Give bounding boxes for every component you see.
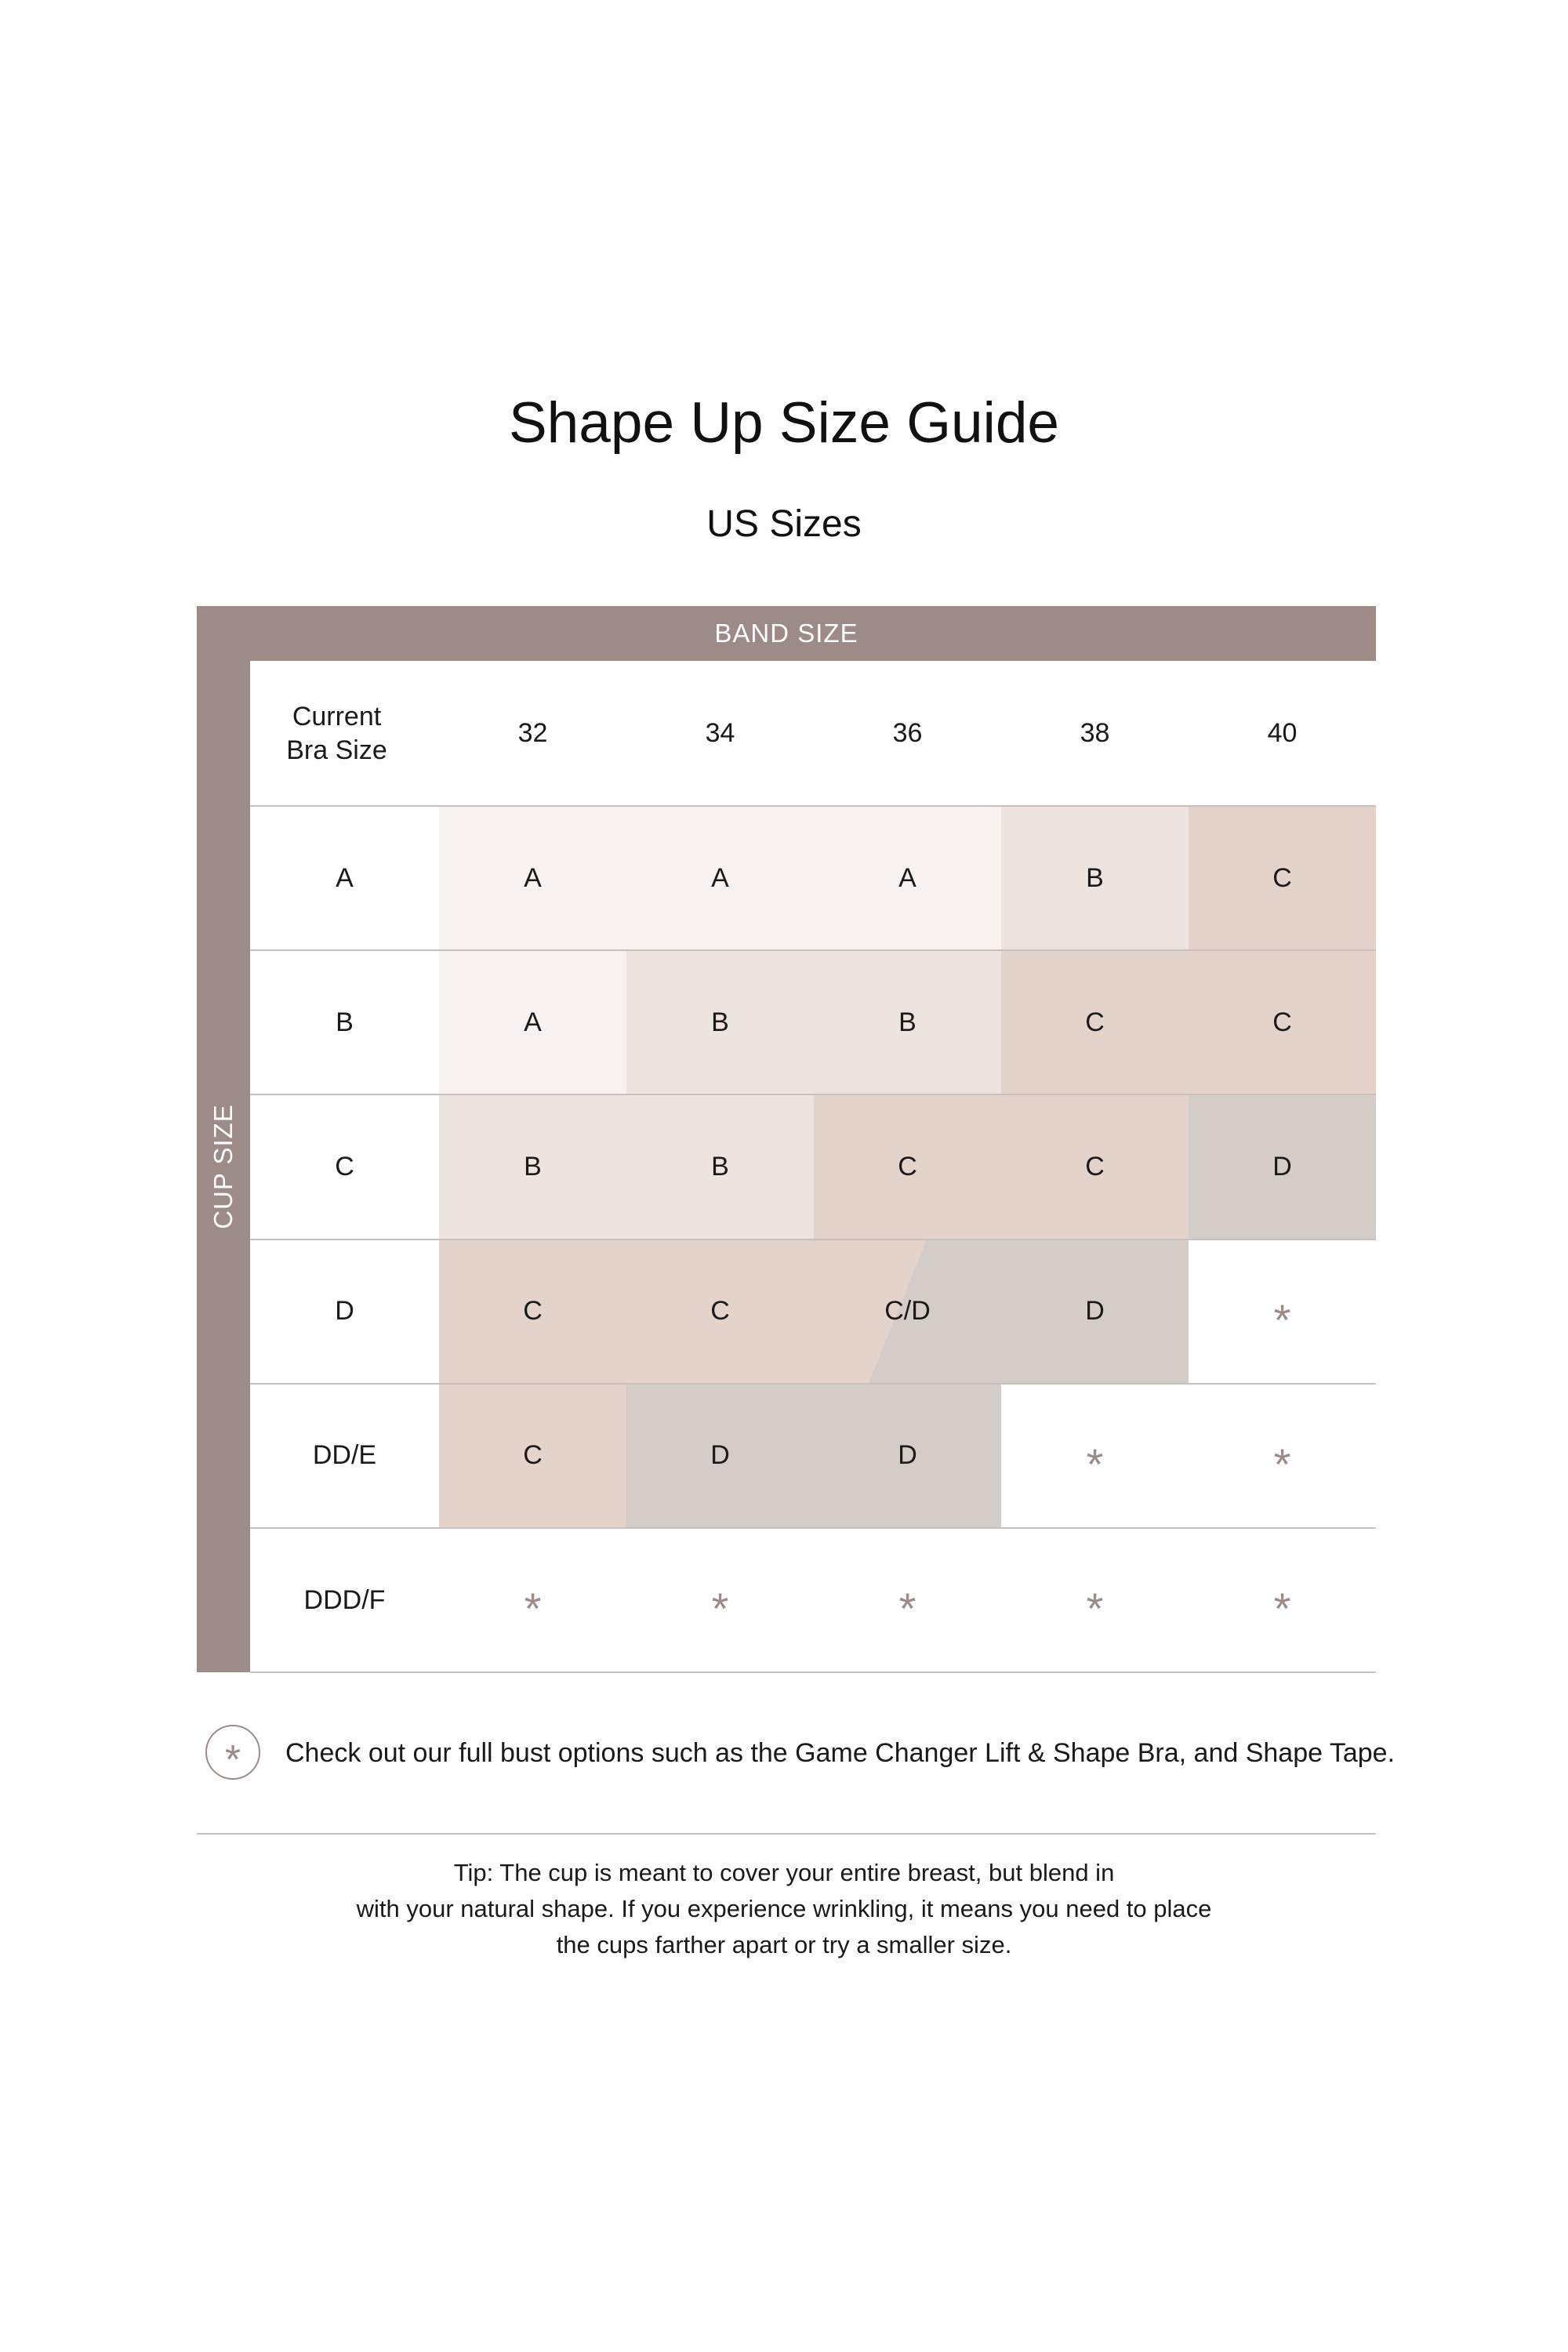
size-cell xyxy=(1189,1528,1376,1672)
size-value: A xyxy=(524,862,542,893)
size-cell xyxy=(1189,1240,1376,1384)
current-cup-b: B xyxy=(336,1007,354,1037)
size-value: C xyxy=(1085,1151,1105,1181)
tip-line-1: Tip: The cup is meant to cover your entire breast, but blend in xyxy=(453,1859,1115,1886)
size-cell xyxy=(439,1528,626,1672)
band-size-40: 40 xyxy=(1267,718,1298,748)
size-cell xyxy=(1001,950,1189,1094)
current-cup-dd-e: DD/E xyxy=(312,1440,377,1471)
size-cell xyxy=(1189,950,1376,1094)
current-cup-d: D xyxy=(335,1296,354,1327)
size-value: B xyxy=(898,1007,916,1037)
size-cell xyxy=(814,1094,1001,1239)
row-divider xyxy=(250,805,1376,807)
size-cell xyxy=(1001,1384,1189,1528)
current-cup-a: A xyxy=(336,862,354,893)
size-value: C xyxy=(1085,1007,1105,1037)
size-cell xyxy=(1001,806,1189,950)
current-cup-ddd-f: DDD/F xyxy=(303,1584,386,1615)
asterisk-icon: * xyxy=(205,1725,260,1780)
asterisk-icon: * xyxy=(1086,1439,1104,1489)
row-divider xyxy=(250,1383,1376,1385)
size-cell xyxy=(1001,1240,1189,1384)
size-cell xyxy=(814,806,1001,950)
size-value: A xyxy=(524,1007,542,1037)
size-cell xyxy=(626,1384,814,1528)
size-cell xyxy=(1001,1094,1189,1239)
size-value: B xyxy=(524,1151,542,1181)
current-bra-size-header xyxy=(250,661,423,806)
size-value: B xyxy=(711,1151,729,1181)
size-value: C xyxy=(523,1440,543,1471)
band-size-32: 32 xyxy=(517,718,548,748)
size-cell xyxy=(626,806,814,950)
note-text: Check out our full bust options such as the Game Changer Lift & Shape Bra, and Shape Tape. xyxy=(285,1738,1396,1768)
tip-line-3: the cups farther apart or try a smaller size. xyxy=(556,1931,1012,1958)
row-divider xyxy=(250,1671,1376,1673)
size-table xyxy=(250,661,1376,1672)
tip-text xyxy=(0,1855,1568,1963)
size-value: D xyxy=(710,1440,730,1471)
size-cell xyxy=(1001,1528,1189,1672)
size-cell xyxy=(626,1528,814,1672)
size-cell xyxy=(814,950,1001,1094)
size-value: C xyxy=(710,1296,730,1327)
band-size-38: 38 xyxy=(1080,718,1110,748)
size-value: B xyxy=(1086,862,1104,893)
band-size-34: 34 xyxy=(705,718,735,748)
size-value: A xyxy=(898,862,916,893)
band-size-header: BAND SIZE xyxy=(197,606,1376,661)
tip-line-2: with your natural shape. If you experience wrinkling, it means you need to place xyxy=(356,1895,1212,1922)
asterisk-icon: * xyxy=(898,1584,916,1634)
size-cell xyxy=(439,1094,626,1239)
size-cell xyxy=(1189,1384,1376,1528)
size-cell xyxy=(626,1240,814,1384)
row-divider xyxy=(250,1239,1376,1240)
size-value: B xyxy=(711,1007,729,1037)
asterisk-icon: * xyxy=(711,1584,729,1634)
size-value: D xyxy=(1272,1151,1292,1181)
size-cell xyxy=(1189,1094,1376,1239)
size-cell xyxy=(814,1240,1001,1384)
size-cell xyxy=(439,950,626,1094)
band-size-36: 36 xyxy=(892,718,923,748)
size-cell xyxy=(439,806,626,950)
divider xyxy=(197,1833,1376,1835)
asterisk-icon: * xyxy=(524,1584,542,1634)
page-title: Shape Up Size Guide xyxy=(508,391,1060,455)
page-subtitle: US Sizes xyxy=(706,503,862,545)
size-cell xyxy=(814,1528,1001,1672)
size-value: D xyxy=(898,1440,917,1471)
size-cell xyxy=(814,1384,1001,1528)
size-value: A xyxy=(711,862,729,893)
size-cell xyxy=(439,1240,626,1384)
row-divider xyxy=(250,949,1376,951)
size-cell xyxy=(626,950,814,1094)
full-bust-note xyxy=(205,1725,1396,1784)
size-cell xyxy=(626,1094,814,1239)
size-value: C xyxy=(523,1296,543,1327)
asterisk-icon: * xyxy=(1273,1584,1291,1634)
size-value: C xyxy=(1272,1007,1292,1037)
size-cell xyxy=(1189,806,1376,950)
current-label-line-2: Bra Size xyxy=(286,735,387,765)
row-divider xyxy=(250,1527,1376,1529)
current-label-line-1: Current xyxy=(292,701,382,731)
row-divider xyxy=(250,1094,1376,1095)
cup-size-label: CUP SIZE xyxy=(209,1104,238,1229)
asterisk-icon: * xyxy=(1273,1294,1291,1345)
asterisk-icon: * xyxy=(1086,1584,1104,1634)
size-value: C xyxy=(1272,862,1292,893)
size-cell xyxy=(439,1384,626,1528)
size-value: C xyxy=(898,1151,917,1181)
size-value: D xyxy=(1085,1296,1105,1327)
current-cup-c: C xyxy=(335,1151,354,1181)
asterisk-icon: * xyxy=(1273,1439,1291,1489)
size-value: C/D xyxy=(884,1296,931,1327)
